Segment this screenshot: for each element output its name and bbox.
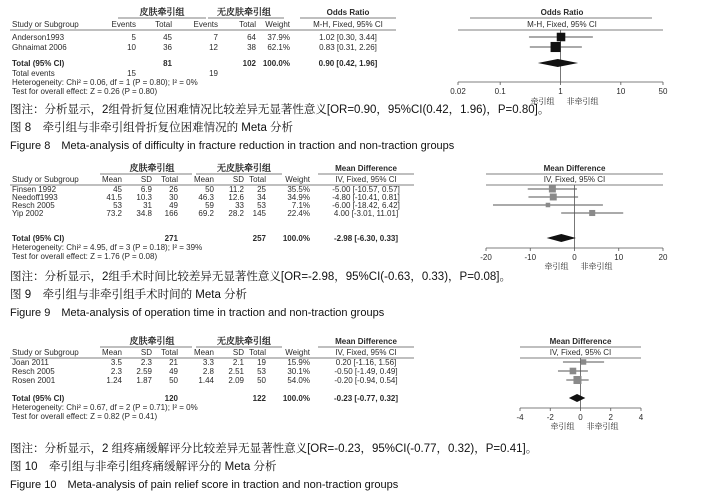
study-name: Needoff1993: [12, 193, 58, 202]
sd-header: SD: [140, 175, 152, 184]
x-tick-label: -2: [546, 413, 554, 422]
figure-8-note: 图注：分析显示，2组骨折复位困难情况比较差异无显著性意义[OR=0.90，95%CI(0.42，1.96)，P=0.80]。: [10, 104, 550, 116]
cell-ci: -6.00 [-18.42, 6.42]: [332, 201, 400, 210]
cell-total: 26: [169, 185, 178, 194]
events-header: Events: [193, 20, 218, 29]
cell-total: 38: [247, 43, 256, 52]
mean-header: Mean: [193, 175, 214, 184]
cell-total: 21: [169, 358, 178, 367]
plot-method-header: IV, Fixed, 95% CI: [543, 175, 606, 184]
cell-sd: 33: [235, 201, 244, 210]
study-marker: [550, 194, 557, 201]
cell-mean: 2.8: [202, 367, 214, 376]
study-name: Resch 2005: [12, 201, 55, 210]
cell-weight: 30.1%: [287, 367, 310, 376]
favours-left-label: 牵引组: [544, 262, 569, 271]
cell-sd: 11.2: [229, 185, 244, 194]
total-header: Total: [249, 175, 266, 184]
group1-header: 皮肤牵引组: [129, 163, 175, 173]
cell-mean: 46.3: [198, 193, 214, 202]
cell-sd: 2.3: [140, 358, 152, 367]
pooled-diamond: [569, 394, 585, 402]
total-header: Total: [161, 175, 178, 184]
pooled-diamond: [538, 59, 578, 67]
study-header: Study or Subgroup: [12, 348, 79, 357]
x-tick-label: 50: [658, 87, 668, 96]
overall-effect-text: Test for overall effect: Z = 1.76 (P = 0.08): [12, 252, 158, 261]
effect-method-header: IV, Fixed, 95% CI: [335, 175, 397, 184]
total-header: Total: [155, 20, 172, 29]
total-ci: -2.98 [-6.30, 0.33]: [333, 234, 399, 243]
cell-weight: 22.4%: [287, 209, 310, 218]
total-events-1: 15: [127, 69, 136, 78]
cell-ci: -5.00 [-10.57, 0.57]: [332, 185, 400, 194]
figure-8-title-en: Figure 8 Meta-analysis of difficulty in fracture reduction in traction and non-traction groups: [10, 140, 455, 152]
cell-mean: 3.3: [202, 358, 214, 367]
x-tick-label: 10: [614, 253, 624, 262]
figure-9-note: 图注：分析显示，2组手术时间比较差异无显著性意义[OR=-2.98，95%CI(-0.63，0.33)，P=0.08]。: [10, 271, 511, 283]
cell-mean: 1.44: [198, 376, 214, 385]
cell-ci: -0.20 [-0.94, 0.54]: [334, 376, 398, 385]
group1-header: 皮肤牵引组: [129, 336, 175, 346]
total-events-2: 19: [209, 69, 218, 78]
heterogeneity-text: Heterogeneity: Chi² = 0.67, df = 2 (P = 0.71); I² = 0%: [12, 403, 198, 412]
cell-total: 34: [257, 193, 266, 202]
plot-title: Mean Difference: [549, 337, 612, 346]
study-marker: [557, 33, 566, 42]
heterogeneity-text: Heterogeneity: Chi² = 0.06, df = 1 (P = 0.80); I² = 0%: [12, 78, 198, 87]
x-tick-label: 0.1: [494, 87, 506, 96]
total-n2: 257: [252, 234, 266, 243]
cell-total: 50: [169, 376, 178, 385]
effect-method-header: M-H, Fixed, 95% CI: [313, 20, 383, 29]
plot-title: Odds Ratio: [540, 8, 584, 17]
cell-sd: 2.51: [228, 367, 244, 376]
pooled-diamond: [547, 234, 576, 242]
study-marker: [549, 186, 556, 193]
cell-sd: 28.2: [228, 209, 244, 218]
total-header: Total: [239, 20, 256, 29]
x-tick-label: 10: [616, 87, 626, 96]
x-tick-label: -20: [480, 253, 492, 262]
figure-10-note: 图注：分析显示，2 组疼痛缓解评分比较差异无显著性意义[OR=-0.23，95%CI(-0.77，0.32)，P=0.41]。: [10, 443, 538, 455]
total-ci: 0.90 [0.42, 1.96]: [318, 59, 378, 68]
weight-header: Weight: [265, 20, 290, 29]
plot-method-header: IV, Fixed, 95% CI: [549, 348, 612, 357]
cell-total: 53: [257, 201, 266, 210]
effect-title: Mean Difference: [335, 337, 397, 346]
cell-weight: 34.9%: [287, 193, 310, 202]
x-tick-label: 0: [578, 413, 583, 422]
total-header: Total: [161, 348, 178, 357]
x-tick-label: -4: [516, 413, 524, 422]
figure-10-title-en: Figure 10 Meta-analysis of pain relief score in traction and non-traction groups: [10, 479, 399, 491]
cell-total: 64: [247, 33, 256, 42]
cell-total: 25: [257, 185, 266, 194]
study-marker: [573, 376, 581, 384]
cell-weight: 7.1%: [291, 201, 310, 210]
group2-header: 无皮肤牵引组: [216, 7, 272, 17]
cell-total: 145: [252, 209, 266, 218]
figure-8-title-cn: 图 8 牵引组与非牵引组骨折复位困难情况的 Meta 分析: [10, 122, 294, 134]
cell-weight: 35.5%: [287, 185, 310, 194]
total-label: Total (95% CI): [12, 234, 65, 243]
total-weight: 100.0%: [282, 394, 310, 403]
cell-weight: 62.1%: [267, 43, 290, 52]
cell-total: 53: [257, 367, 266, 376]
cell-mean: 3.5: [110, 358, 122, 367]
group1-header: 皮肤牵引组: [139, 7, 185, 17]
cell-events: 12: [209, 43, 218, 52]
figure-10-title-cn: 图 10 牵引组与非牵引组疼痛缓解评分的 Meta 分析: [10, 461, 277, 473]
study-name: Rosen 2001: [12, 376, 56, 385]
cell-ci: -0.50 [-1.49, 0.49]: [334, 367, 398, 376]
study-marker: [581, 359, 586, 364]
group2-header: 无皮肤牵引组: [216, 163, 272, 173]
cell-total: 49: [169, 201, 178, 210]
x-tick-label: 0: [572, 253, 577, 262]
x-tick-label: 0.02: [450, 87, 466, 96]
total-ci: -0.23 [-0.77, 0.32]: [333, 394, 399, 403]
cell-mean: 59: [205, 201, 214, 210]
mean-header: Mean: [101, 348, 122, 357]
cell-mean: 73.2: [106, 209, 122, 218]
study-header: Study or Subgroup: [12, 175, 79, 184]
cell-mean: 45: [113, 185, 122, 194]
cell-sd: 2.59: [136, 367, 152, 376]
study-name: Yip 2002: [12, 209, 44, 218]
cell-mean: 69.2: [198, 209, 214, 218]
figure-9-title-en: Figure 9 Meta-analysis of operation time in traction and non-traction groups: [10, 307, 385, 319]
x-tick-label: 20: [658, 253, 668, 262]
total-n2: 102: [242, 59, 256, 68]
sd-header: SD: [140, 348, 152, 357]
cell-weight: 37.9%: [267, 33, 290, 42]
cell-sd: 6.9: [140, 185, 152, 194]
cell-weight: 15.9%: [287, 358, 310, 367]
cell-mean: 50: [205, 185, 214, 194]
weight-header: Weight: [285, 175, 310, 184]
plot-method-header: M-H, Fixed, 95% CI: [527, 20, 597, 29]
cell-events: 10: [127, 43, 136, 52]
favours-right-label: 非牵引组: [580, 262, 613, 271]
cell-mean: 1.24: [106, 376, 122, 385]
study-name: Finsen 1992: [12, 185, 57, 194]
effect-title: Mean Difference: [335, 164, 397, 173]
x-tick-label: 4: [638, 413, 644, 422]
cell-ci: 1.02 [0.30, 3.44]: [319, 33, 377, 42]
total-events-label: Total events: [12, 69, 55, 78]
cell-total: 45: [163, 33, 172, 42]
study-name: Resch 2005: [12, 367, 55, 376]
cell-sd: 34.8: [136, 209, 152, 218]
cell-total: 30: [169, 193, 178, 202]
cell-sd: 31: [143, 201, 152, 210]
mean-header: Mean: [193, 348, 214, 357]
cell-total: 19: [257, 358, 266, 367]
cell-ci: -4.80 [-10.41, 0.81]: [332, 193, 400, 202]
heterogeneity-text: Heterogeneity: Chi² = 4.95, df = 3 (P = 0.18); I² = 39%: [12, 243, 203, 252]
cell-total: 166: [164, 209, 178, 218]
total-weight: 100.0%: [282, 234, 310, 243]
cell-total: 50: [257, 376, 266, 385]
effect-title: Odds Ratio: [326, 8, 370, 17]
cell-mean: 53: [113, 201, 122, 210]
group2-header: 无皮肤牵引组: [216, 336, 272, 346]
weight-header: Weight: [285, 348, 310, 357]
total-n2: 122: [252, 394, 266, 403]
cell-ci: 0.83 [0.31, 2.26]: [319, 43, 377, 52]
total-label: Total (95% CI): [12, 394, 65, 403]
cell-total: 49: [169, 367, 178, 376]
study-marker: [551, 42, 561, 52]
study-name: Joan 2011: [12, 358, 49, 367]
cell-sd: 1.87: [136, 376, 152, 385]
total-header: Total: [249, 348, 266, 357]
study-marker: [546, 203, 550, 207]
overall-effect-text: Test for overall effect: Z = 0.26 (P = 0.80): [12, 87, 158, 96]
total-n1: 81: [163, 59, 172, 68]
study-marker: [570, 368, 577, 375]
plot-title: Mean Difference: [543, 164, 606, 173]
x-tick-label: 1: [558, 87, 563, 96]
cell-mean: 2.3: [110, 367, 122, 376]
sd-header: SD: [232, 348, 244, 357]
total-n1: 271: [164, 234, 178, 243]
favours-left-label: 牵引组: [530, 97, 555, 106]
figure-9-title-cn: 图 9 牵引组与非牵引组手术时间的 Meta 分析: [10, 289, 248, 301]
study-header: Study or Subgroup: [12, 20, 79, 29]
x-tick-label: 2: [608, 413, 613, 422]
favours-right-label: 非牵引组: [586, 422, 619, 431]
cell-sd: 10.3: [136, 193, 152, 202]
cell-sd: 12.6: [228, 193, 244, 202]
sd-header: SD: [232, 175, 244, 184]
cell-weight: 54.0%: [287, 376, 310, 385]
study-name: Ghnaimat 2006: [12, 43, 67, 52]
total-label: Total (95% CI): [12, 59, 65, 68]
cell-events: 5: [131, 33, 136, 42]
favours-left-label: 牵引组: [550, 422, 575, 431]
cell-total: 36: [163, 43, 172, 52]
mean-header: Mean: [101, 175, 122, 184]
cell-mean: 41.5: [106, 193, 122, 202]
effect-method-header: IV, Fixed, 95% CI: [335, 348, 397, 357]
events-header: Events: [111, 20, 136, 29]
cell-ci: 4.00 [-3.01, 11.01]: [333, 209, 399, 218]
study-name: Anderson1993: [12, 33, 65, 42]
total-n1: 120: [164, 394, 178, 403]
cell-events: 7: [213, 33, 218, 42]
study-marker: [589, 210, 595, 216]
overall-effect-text: Test for overall effect: Z = 0.82 (P = 0.41): [12, 412, 158, 421]
cell-sd: 2.09: [228, 376, 244, 385]
x-tick-label: -10: [524, 253, 537, 262]
cell-ci: 0.20 [-1.16, 1.56]: [335, 358, 397, 367]
favours-right-label: 非牵引组: [566, 97, 599, 106]
cell-sd: 2.1: [232, 358, 244, 367]
total-weight: 100.0%: [262, 59, 290, 68]
